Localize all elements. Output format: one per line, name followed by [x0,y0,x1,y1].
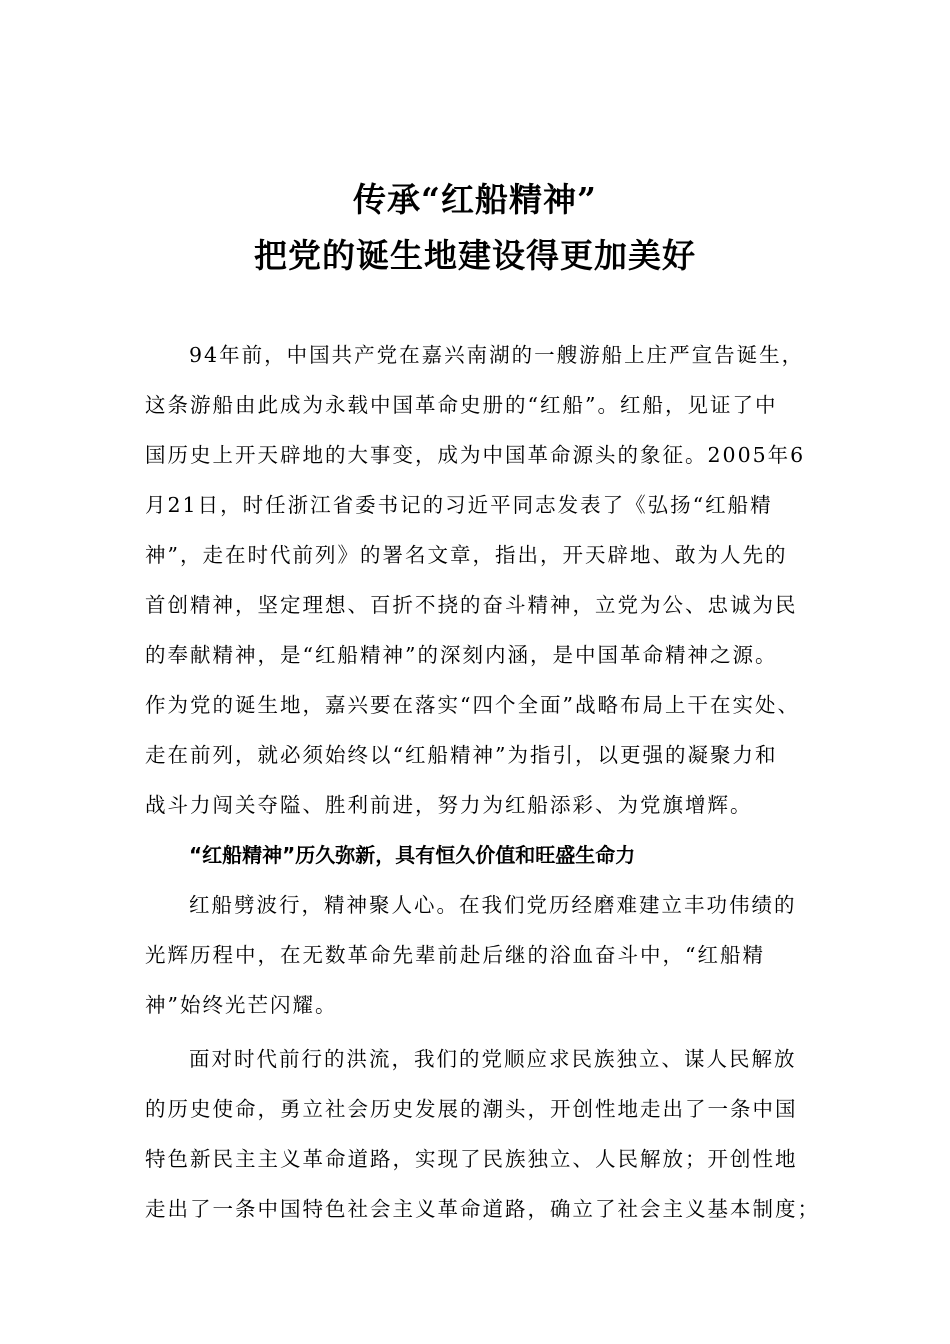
title-line-1: 传承“红船精神” [353,180,597,219]
paragraph-line: 首创精神，坚定理想、百折不挠的奋斗精神，立党为公、忠诚为民 [145,593,798,617]
paragraph-line: 作为党的诞生地，嘉兴要在落实“四个全面”战略布局上干在实处、 [145,693,800,717]
paragraph-line: 这条游船由此成为永载中国革命史册的“红船”。红船，见证了中 [145,393,778,417]
paragraph-line: 神”始终光芒闪耀。 [145,993,338,1017]
paragraph-line: 的奉献精神，是“红船精神”的深刻内涵，是中国革命精神之源。 [145,643,778,667]
paragraph-line: 国历史上开天辟地的大事变，成为中国革命源头的象征。2005年6 [145,443,806,467]
paragraph-line: 月21日，时任浙江省委书记的习近平同志发表了《弘扬“红船精 [145,493,773,517]
title-line-2: 把党的诞生地建设得更加美好 [254,236,696,275]
paragraph-line: 的历史使命，勇立社会历史发展的潮头，开创性地走出了一条中国 [145,1097,798,1121]
paragraph-1 [145,330,815,830]
paragraph-line: 神”，走在时代前列》的署名文章，指出，开天辟地、敢为人先的 [145,543,788,567]
article-title [0,172,950,284]
paragraph-3 [145,1034,820,1234]
paragraph-line: 走在前列，就必须始终以“红船精神”为指引，以更强的凝聚力和 [145,743,778,767]
paragraph-line: 走出了一条中国特色社会主义革命道路，确立了社会主义基本制度； [145,1197,820,1221]
paragraph-line: 面对时代前行的洪流，我们的党顺应求民族独立、谋人民解放 [189,1047,797,1071]
section-subheading: “红船精神”历久弥新，具有恒久价值和旺盛生命力 [189,843,636,867]
paragraph-line: 战斗力闯关夺隘、胜利前进，努力为红船添彩、为党旗增辉。 [145,793,753,817]
paragraph-line: 红船劈波行，精神聚人心。在我们党历经磨难建立丰功伟绩的 [189,893,797,917]
paragraph-line: 94年前，中国共产党在嘉兴南湖的一艘游船上庄严宣告诞生， [189,343,805,367]
article-body [145,330,820,1234]
paragraph-line: 特色新民主主义革命道路，实现了民族独立、人民解放；开创性地 [145,1147,798,1171]
paragraph-line: 光辉历程中，在无数革命先辈前赴后继的浴血奋斗中，“红船精 [145,943,765,967]
paragraph-2 [145,880,815,1030]
